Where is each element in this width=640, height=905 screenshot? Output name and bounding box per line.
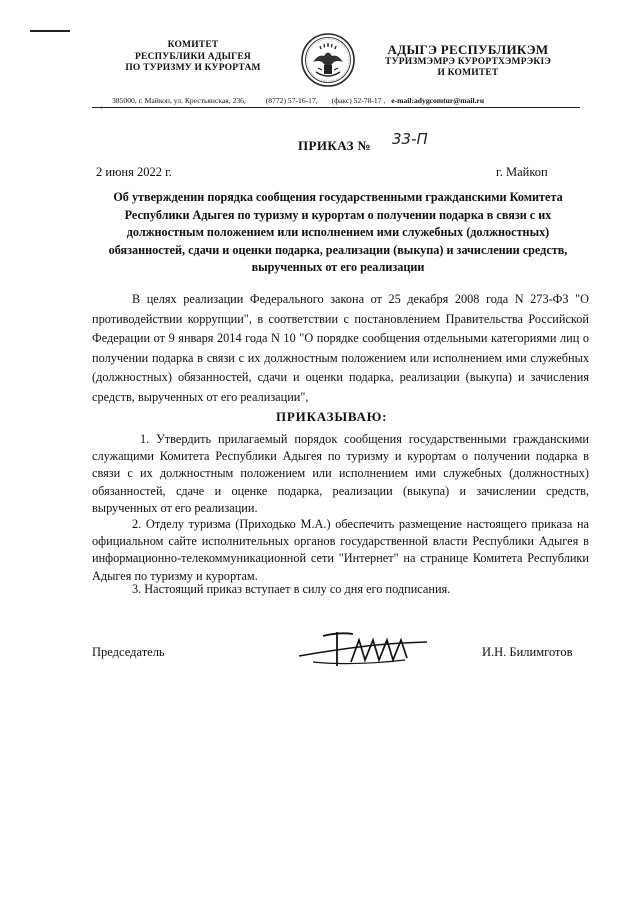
contact-phone: (8772) 57-16-17,	[265, 96, 318, 105]
preamble-paragraph: В целях реализации Федерального закона от 25 декабря 2008 года N 273-ФЗ "О противодействии коррупции", в соответствии с постановлением Правительства Российской Федерации от 9 января 2014 года N 10 "О порядке сообщения отдельными категориями лиц о получении подарка в связи с их должностным положением или исполнением ими служебных (должностных) обязанностей, сдачи и оценки подарка, реализации (выкупа) и зачисления средств, вырученных от его реализации",	[92, 292, 589, 404]
order-number: 33-П	[392, 130, 428, 148]
order-date: 2 июня 2022 г.	[96, 165, 172, 179]
header-right-title: АДЫГЭ РЕСПУБЛИКЭМ	[387, 42, 549, 57]
order-subject: Об утверждении порядка сообщения государственными гражданскими Комитета Республики Адыгея по туризму и курортам о получении подарка в связи с их должностным положением или исполнением ими служебных (должностных) обязанностей, сдачи и оценки подарка, реализации (выкупа) и зачислении средств, вырученных от его реализации	[108, 190, 568, 275]
handwritten-signature-icon	[293, 622, 433, 674]
header-right-line: И КОМИТЕТ	[437, 68, 499, 78]
header-right-line: ТУРИЗМЭМРЭ КУРОРТХЭМРЭКІЭ	[385, 57, 551, 67]
decree-heading: ПРИКАЗЫВАЮ:	[276, 409, 388, 424]
corner-mark	[30, 30, 70, 32]
header-rule	[92, 107, 580, 108]
order-item-1: 1. Утвердить прилагаемый порядок сообщения государственными гражданскими служащими Комитета Республики Адыгея по туризму и курортам о получении подарка в связи с их должностным положением или исполнением ими служебных (должностных) обязанностей, сдаче и оценке подарка, реализации (выкупа) и зачислении средств, вырученных от его реализации.	[92, 432, 589, 515]
order-item-3: 3. Настоящий приказ вступает в силу со дня его подписания.	[132, 582, 451, 596]
order-title: ПРИКАЗ №	[298, 138, 372, 153]
order-item-2: 2. Отделу туризма (Приходько М.А.) обеспечить размещение настоящего приказа на официальном сайте исполнительных органов государственной власти Республики Адыгея в информационно-телекоммуникационной сети "Интернет" на странице Комитета Республики Адыгея по туризму и курортам.	[92, 517, 589, 583]
contact-email: e-mail:adygcomtur@mail.ru	[391, 96, 485, 105]
contact-line	[90, 96, 580, 105]
rule-marker-icon: ◦	[100, 103, 103, 112]
header-left-line: КОМИТЕТ	[167, 40, 219, 50]
order-city: г. Майкоп	[496, 165, 548, 179]
republic-emblem-icon	[300, 32, 356, 88]
signer-role: Председатель	[92, 645, 165, 659]
header-left-line: РЕСПУБЛИКИ АДЫГЕЯ	[135, 51, 251, 62]
header-left-block	[112, 40, 274, 75]
signer-name: И.Н. Билимготов	[482, 645, 573, 659]
header-left-line: ПО ТУРИЗМУ И КУРОРТАМ	[125, 63, 261, 73]
contact-fax: (факс) 52-78-17 ,	[331, 96, 386, 105]
contact-address: 385000, г. Майкоп, ул. Крестьянская, 236,	[112, 96, 246, 105]
header-right-block	[368, 42, 568, 79]
